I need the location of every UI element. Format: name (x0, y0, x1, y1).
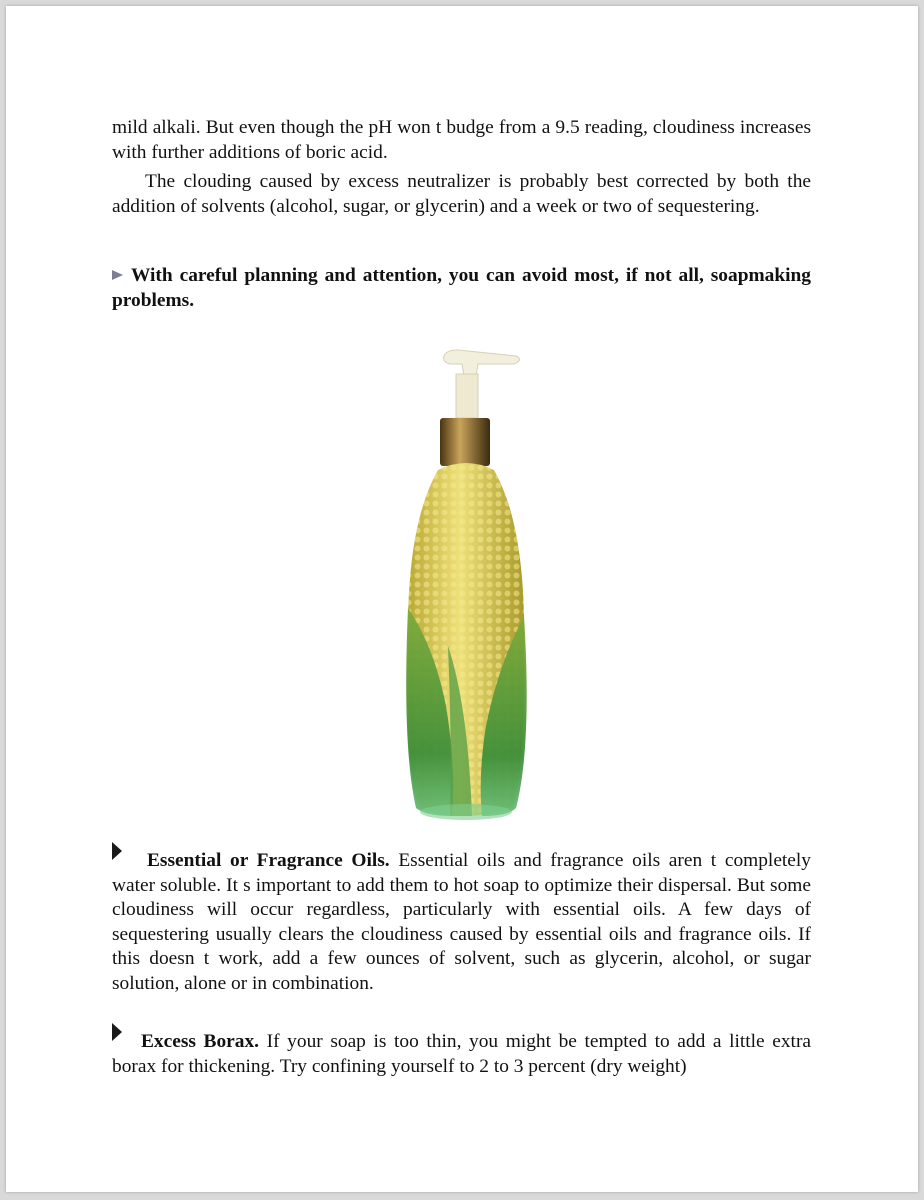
triangle-right-icon (112, 842, 122, 860)
section-heading: Essential or Fragrance Oils. (147, 850, 390, 871)
section-body: Essential oils and fragrance oils aren t completely water soluble. It s important to add them to hot soap to optimize their dispersal. But some cloudiness will occur regardless, particularly with essential oils. A few days of sequestering usually clears the cloudiness caused by essential oils and fragrance oils. If this doesn t work, add a few ounces of solvent, such as glycerin, alcohol, or sugar solution, alone or in combination. (112, 850, 812, 994)
section-heading: Excess Borax. (141, 1031, 260, 1052)
paragraph-1: mild alkali. But even though the pH won t budge from a 9.5 reading, cloudiness increases with further additions of boric acid. (112, 117, 811, 163)
triangle-right-icon (112, 1023, 122, 1041)
section-body: If your soap is too thin, you might be tempted to add a little extra borax for thickening. Try confining yourself to 2 to 3 percent (dry weight) (112, 1031, 812, 1077)
callout (112, 264, 811, 313)
corn-soap-bottle-image (386, 346, 536, 826)
section-excess-borax (112, 1023, 811, 1079)
section-essential-oils (112, 842, 811, 996)
document-page (6, 6, 918, 1192)
paragraph-2: The clouding caused by excess neutralizer is probably best corrected by both the addition of solvents (alcohol, sugar, or glycerin) and a week or two of sequestering. (112, 171, 811, 217)
callout-text: With careful planning and attention, you can avoid most, if not all, soapmaking problems. (112, 265, 811, 311)
arrow-right-icon (112, 270, 123, 280)
